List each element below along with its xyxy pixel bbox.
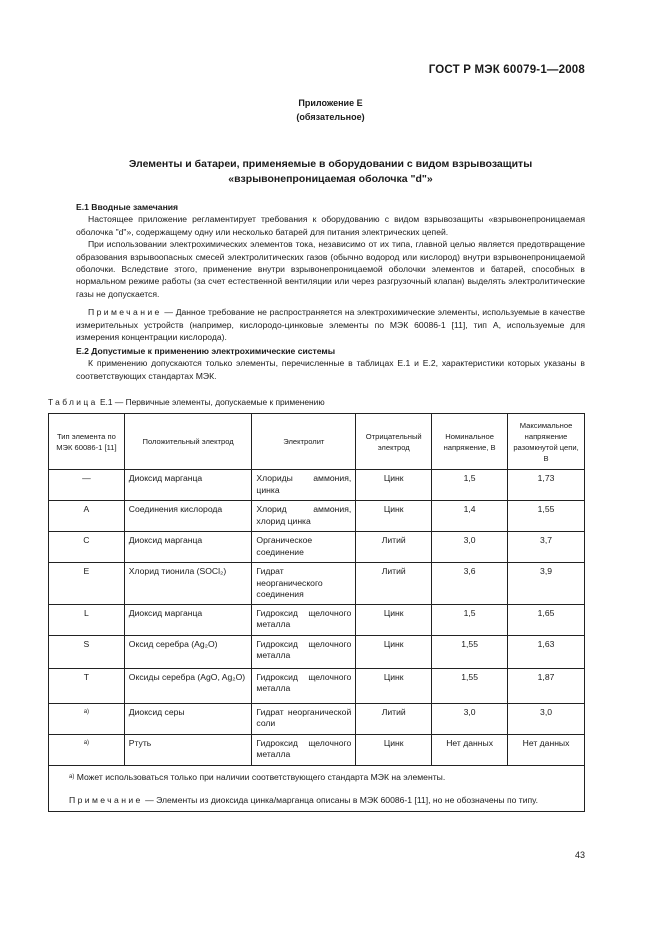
annex-heading bbox=[0, 96, 661, 124]
cell-nominal: 1,5 bbox=[432, 470, 508, 501]
cell-electrolyte: Гидрат неорганического соединения bbox=[252, 563, 356, 605]
cell-nominal: 1,5 bbox=[432, 604, 508, 635]
cell-type: E bbox=[49, 563, 125, 605]
cell-max: 3,0 bbox=[508, 703, 585, 734]
footnote-mark: а) bbox=[69, 773, 75, 780]
cell-type: — bbox=[49, 470, 125, 501]
cell-electrolyte: Гидроксид щелочного металла bbox=[252, 604, 356, 635]
cells-table bbox=[48, 413, 585, 812]
table-row bbox=[49, 532, 585, 563]
cell-negative: Цинк bbox=[356, 501, 432, 532]
table-caption bbox=[48, 397, 325, 407]
cell-max: 3,9 bbox=[508, 563, 585, 605]
section-e2-heading: Е.2 Допустимые к применению электрохимические системы bbox=[76, 346, 336, 356]
cell-positive: Хлорид тионила (SOCl₂) bbox=[124, 563, 252, 605]
title-line-2: «взрывонепроницаемая оболочка "d"» bbox=[228, 173, 433, 185]
annex-title: Приложение Е bbox=[298, 98, 363, 108]
cell-negative: Цинк bbox=[356, 604, 432, 635]
section-e1-note bbox=[76, 306, 585, 343]
table-caption-label: Таблица bbox=[48, 397, 98, 407]
header-positive-electrode: Положительный электрод bbox=[124, 414, 252, 470]
cell-nominal: 3,6 bbox=[432, 563, 508, 605]
cell-type: S bbox=[49, 635, 125, 668]
table-note bbox=[57, 795, 576, 807]
cell-nominal: 3,0 bbox=[432, 532, 508, 563]
cell-positive: Ртуть bbox=[124, 734, 252, 765]
cell-type: T bbox=[49, 668, 125, 703]
header-type: Тип элемента по МЭК 60086-1 [11] bbox=[49, 414, 125, 470]
footnote-text: Может использоваться только при наличии соответствующего стандарта МЭК на элементы. bbox=[74, 771, 446, 782]
cell-max: 1,73 bbox=[508, 470, 585, 501]
cell-electrolyte: Гидроксид щелочного металла bbox=[252, 635, 356, 668]
document-title bbox=[0, 157, 661, 187]
cell-positive: Диоксид марганца bbox=[124, 604, 252, 635]
title-line-1: Элементы и батареи, применяемые в оборудовании с видом взрывозащиты bbox=[128, 158, 533, 170]
section-e2-paragraph-1: К применению допускаются только элементы, перечисленные в таблицах Е.1 и Е.2, характеристики которых указаны в соответствующих стандартах МЭК. bbox=[76, 358, 585, 381]
cell-positive: Оксиды серебра (AgO, Ag₂O) bbox=[124, 668, 252, 703]
cell-electrolyte: Гидроксид щелочного металла bbox=[252, 734, 356, 765]
cell-type: L bbox=[49, 604, 125, 635]
cell-positive: Диоксид марганца bbox=[124, 470, 252, 501]
cell-electrolyte: Хлорид аммония, хлорид цинка bbox=[252, 501, 356, 532]
table-row bbox=[49, 734, 585, 765]
section-e2 bbox=[76, 345, 585, 382]
cell-positive: Соединения кислорода bbox=[124, 501, 252, 532]
cell-max: 1,63 bbox=[508, 635, 585, 668]
cell-positive: Диоксид серы bbox=[124, 703, 252, 734]
cell-type-footnote: а) bbox=[49, 703, 125, 734]
cell-max: 3,7 bbox=[508, 532, 585, 563]
cell-electrolyte: Гидроксид щелочного металла bbox=[252, 668, 356, 703]
table-note-text: — Элементы из диоксида цинка/марганца описаны в МЭК 60086-1 [11], но не обозначены по типу. bbox=[142, 795, 538, 805]
page-number: 43 bbox=[574, 850, 585, 860]
cell-nominal: 1,55 bbox=[432, 635, 508, 668]
standard-header: ГОСТ Р МЭК 60079-1—2008 bbox=[428, 64, 585, 76]
cell-type-footnote: а) bbox=[49, 734, 125, 765]
table-row bbox=[49, 470, 585, 501]
table-footnote bbox=[57, 772, 576, 784]
table-footnote-row bbox=[49, 765, 585, 811]
table-row bbox=[49, 635, 585, 668]
table-footnotes bbox=[49, 765, 585, 811]
cell-max: Нет данных bbox=[508, 734, 585, 765]
section-e1-paragraph-2: При использовании электрохимических элементов тока, независимо от их типа, главной целью является предотвращение образования взрывоопасных смесей электролитических газов (обычно водород или кислород) внутри взрывонепроницаемой оболочки. Вследствие этого, применение внутри взрывонепроницаемой оболочки элементов и батарей, способных в нормальном режиме работы (за счет естественной вентиляции или через разгрузочный клапан) выделять электролитические газы не допускается. bbox=[76, 239, 585, 299]
table-row bbox=[49, 501, 585, 532]
cell-type: A bbox=[49, 501, 125, 532]
section-e1-paragraph-1: Настоящее приложение регламентирует требования к оборудованию с видом взрывозащиты «взрывонепроницаемая оболочка "d"», содержащему одну или несколько батарей для питания электрических цепей. bbox=[76, 214, 585, 237]
table-row bbox=[49, 563, 585, 605]
cell-negative: Литий bbox=[356, 703, 432, 734]
cell-max: 1,87 bbox=[508, 668, 585, 703]
cell-max: 1,65 bbox=[508, 604, 585, 635]
cell-nominal: 1,4 bbox=[432, 501, 508, 532]
annex-status: (обязательное) bbox=[296, 112, 365, 122]
cell-negative: Литий bbox=[356, 563, 432, 605]
header-nominal-voltage: Номинальное напряжение, В bbox=[432, 414, 508, 470]
cell-nominal: 1,55 bbox=[432, 668, 508, 703]
cell-positive: Диоксид марганца bbox=[124, 532, 252, 563]
cell-negative: Цинк bbox=[356, 635, 432, 668]
section-e1-heading: Е.1 Вводные замечания bbox=[76, 202, 179, 212]
cell-positive: Оксид серебра (Ag₂O) bbox=[124, 635, 252, 668]
note-text: — Данное требование не распространяется на электрохимические элементы, используемые в качестве измерительных устройств (например, кислородо-цинковые элементы по МЭК 60086-1 [11], тип А, используемые для измерения концентрации кислорода). bbox=[76, 307, 585, 343]
cell-negative: Литий bbox=[356, 532, 432, 563]
header-negative-electrode: Отрицательный электрод bbox=[356, 414, 432, 470]
table-caption-text: Е.1 — Первичные элементы, допускаемые к применению bbox=[97, 397, 325, 407]
cell-max: 1,55 bbox=[508, 501, 585, 532]
table-row bbox=[49, 604, 585, 635]
cell-electrolyte: Гидрат неорганической соли bbox=[252, 703, 356, 734]
cell-nominal: Нет данных bbox=[432, 734, 508, 765]
cell-type: C bbox=[49, 532, 125, 563]
table-note-label: Примечание bbox=[69, 795, 143, 805]
note-label: Примечание bbox=[88, 307, 162, 318]
section-e1 bbox=[76, 201, 585, 343]
cell-negative: Цинк bbox=[356, 470, 432, 501]
cell-electrolyte: Органическое соединение bbox=[252, 532, 356, 563]
header-max-voltage: Максимальное напряжение разомкнутой цепи, В bbox=[508, 414, 585, 470]
cell-negative: Цинк bbox=[356, 734, 432, 765]
table-row bbox=[49, 703, 585, 734]
table-header-row bbox=[49, 414, 585, 470]
table-row bbox=[49, 668, 585, 703]
cell-negative: Цинк bbox=[356, 668, 432, 703]
header-electrolyte: Электролит bbox=[252, 414, 356, 470]
cell-electrolyte: Хлориды аммония, цинка bbox=[252, 470, 356, 501]
cell-nominal: 3,0 bbox=[432, 703, 508, 734]
